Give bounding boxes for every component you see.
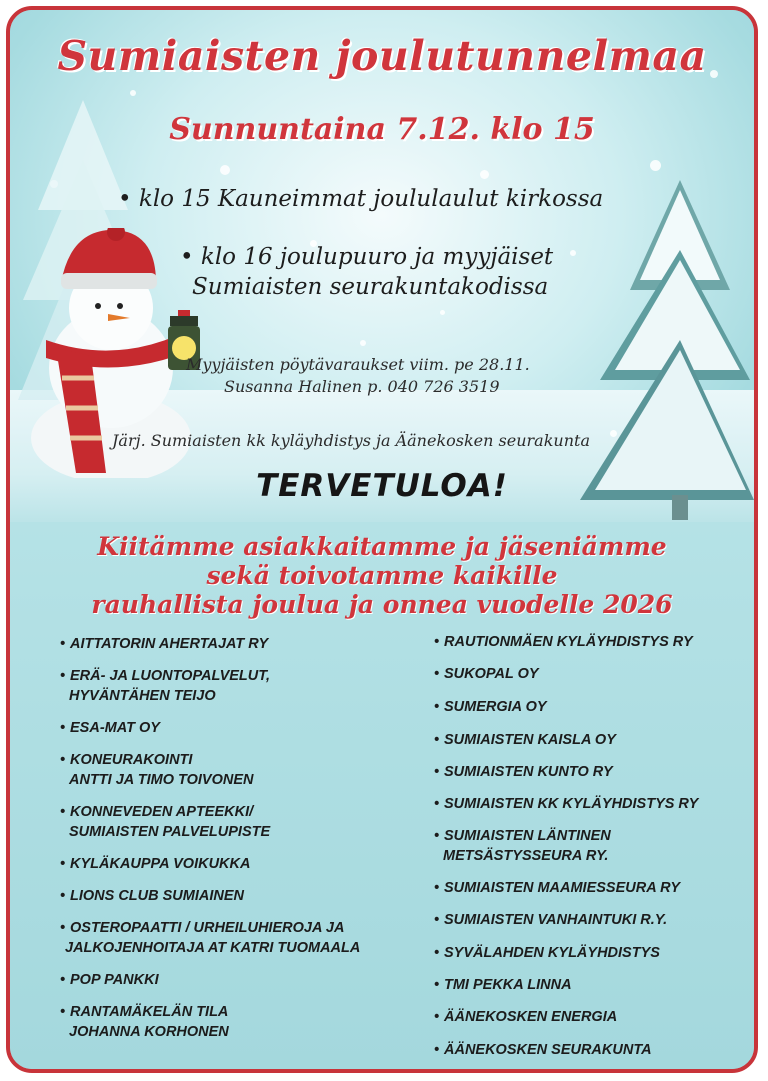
event-item-carols: • klo 15 Kauneimmat joululaulut kirkossa <box>118 186 604 212</box>
thanks-message: Kiitämme asiakkaitamme ja jäseniämme sekä toivotamme kaikille rauhallista joulua ja onnea vuodelle 2026 <box>91 532 673 619</box>
welcome-heading: TERVETULOA! <box>256 468 508 504</box>
list-item: • ESA-MAT OY <box>60 720 160 736</box>
list-item: • KYLÄKAUPPA VOIKUKKA <box>60 856 251 872</box>
booking-info: Myyjäisten pöytävaraukset viim. pe 28.11. Susanna Halinen p. 040 726 3519 <box>186 355 530 396</box>
poster-frame <box>6 6 758 1073</box>
event-date: Sunnuntaina 7.12. klo 15 <box>169 112 595 147</box>
list-item: • RAUTIONMÄEN KYLÄYHDISTYS RY <box>434 634 693 650</box>
list-item: • ÄÄNEKOSKEN SEURAKUNTA <box>434 1042 652 1058</box>
list-item: • LIONS CLUB SUMIAINEN <box>60 888 244 904</box>
list-item: • KONEURAKOINTI ANTTI JA TIMO TOIVONEN <box>60 752 254 788</box>
list-item: • SUKOPAL OY <box>434 666 539 682</box>
list-item: • SUMIAISTEN KK KYLÄYHDISTYS RY <box>434 796 699 812</box>
event-item-porridge: • klo 16 joulupuuro ja myyjäiset Sumiaisten seurakuntakodissa <box>180 244 554 300</box>
list-item: • SUMIAISTEN LÄNTINEN METSÄSTYSSEURA RY. <box>434 828 611 864</box>
poster-title: Sumiaisten joulutunnelmaa <box>57 32 707 80</box>
list-item: • TMI PEKKA LINNA <box>434 977 572 993</box>
list-item: • SUMIAISTEN VANHAINTUKI R.Y. <box>434 912 668 928</box>
list-item: • RANTAMÄKELÄN TILA JOHANNA KORHONEN <box>60 1004 229 1040</box>
list-item: • SYVÄLAHDEN KYLÄYHDISTYS <box>434 945 660 961</box>
list-item: • ÄÄNEKOSKEN ENERGIA <box>434 1009 618 1025</box>
list-item: • SUMIAISTEN KUNTO RY <box>434 764 613 780</box>
winter-scene-background <box>10 10 754 522</box>
list-item: • POP PANKKI <box>60 972 159 988</box>
list-item: • ERÄ- JA LUONTOPALVELUT, HYVÄNTÄHEN TEIJO <box>60 668 271 704</box>
list-item: • SUMIAISTEN MAAMIESSEURA RY <box>434 880 681 896</box>
list-item: • SUMIAISTEN KAISLA OY <box>434 732 616 748</box>
organizer-line: Järj. Sumiaisten kk kyläyhdistys ja Äänekosken seurakunta <box>112 431 590 450</box>
list-item: • SUMERGIA OY <box>434 699 547 715</box>
list-item: • AITTATORIN AHERTAJAT RY <box>60 636 269 652</box>
list-item: • OSTEROPAATTI / URHEILUHIEROJA JA JALKOJENHOITAJA AT KATRI TUOMAALA <box>60 920 361 956</box>
list-item: • KONNEVEDEN APTEEKKI/ SUMIAISTEN PALVELUPISTE <box>60 804 271 840</box>
